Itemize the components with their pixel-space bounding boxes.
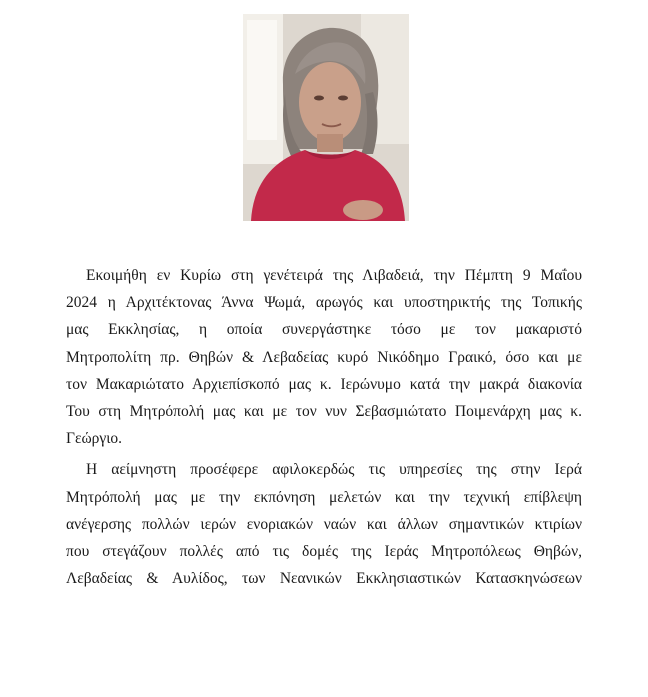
- portrait-photo-icon: [243, 14, 409, 221]
- paragraph-2-line-4: που στεγάζουν πολλές από τις δομές της Ιεράς Μητροπόλεως Θηβών,: [66, 542, 582, 560]
- paragraph-1-line-2: 2024 η Αρχιτέκτονας Άννα Ψωμά, αρωγός και υποστηρικτής της Τοπικής: [66, 294, 582, 312]
- paragraph-1-line-4: Μητροπολίτη πρ. Θηβών & Λεβαδείας κυρό Νικόδημο Γραικό, όσο και με: [66, 348, 582, 366]
- paragraph-1-line-5: τον Μακαριώτατο Αρχιεπίσκοπό μας κ. Ιερώνυμο κατά την μακρά διακονία: [66, 375, 582, 393]
- paragraph-1-line-6: Του στη Μητρόπολή μας και με τον νυν Σεβασμιώτατο Ποιμενάρχη μας κ.: [66, 402, 582, 420]
- paragraph-1-line-3: μας Εκκλησίας, η οποία συνεργάστηκε τόσο με τον μακαριστό: [66, 321, 582, 339]
- paragraph-2-line-5: Λεβαδείας & Αυλίδος, των Νεανικών Εκκλησιαστικών Κατασκηνώσεων: [66, 570, 582, 588]
- paragraph-1-line-1: Εκοιμήθη εν Κυρίω στη γενέτειρά της Λιβαδειά, την Πέμπτη 9 Μαΐου: [86, 267, 582, 284]
- paragraph-1-line-7: Γεώργιο.: [66, 430, 123, 448]
- paragraph-2-line-2: Μητρόπολή μας με την εκπόνηση μελετών και την τεχνική επίβλεψη: [66, 488, 582, 506]
- obituary-text: [66, 262, 582, 592]
- portrait-photo: [243, 14, 409, 221]
- paragraph-2-line-3: ανέγερσης πολλών ιερών ενοριακών ναών και άλλων σημαντικών κτιρίων: [66, 515, 582, 533]
- paragraph-2-line-1: Η αείμνηστη προσέφερε αφιλοκερδώς τις υπηρεσίες της στην Ιερά: [86, 461, 582, 479]
